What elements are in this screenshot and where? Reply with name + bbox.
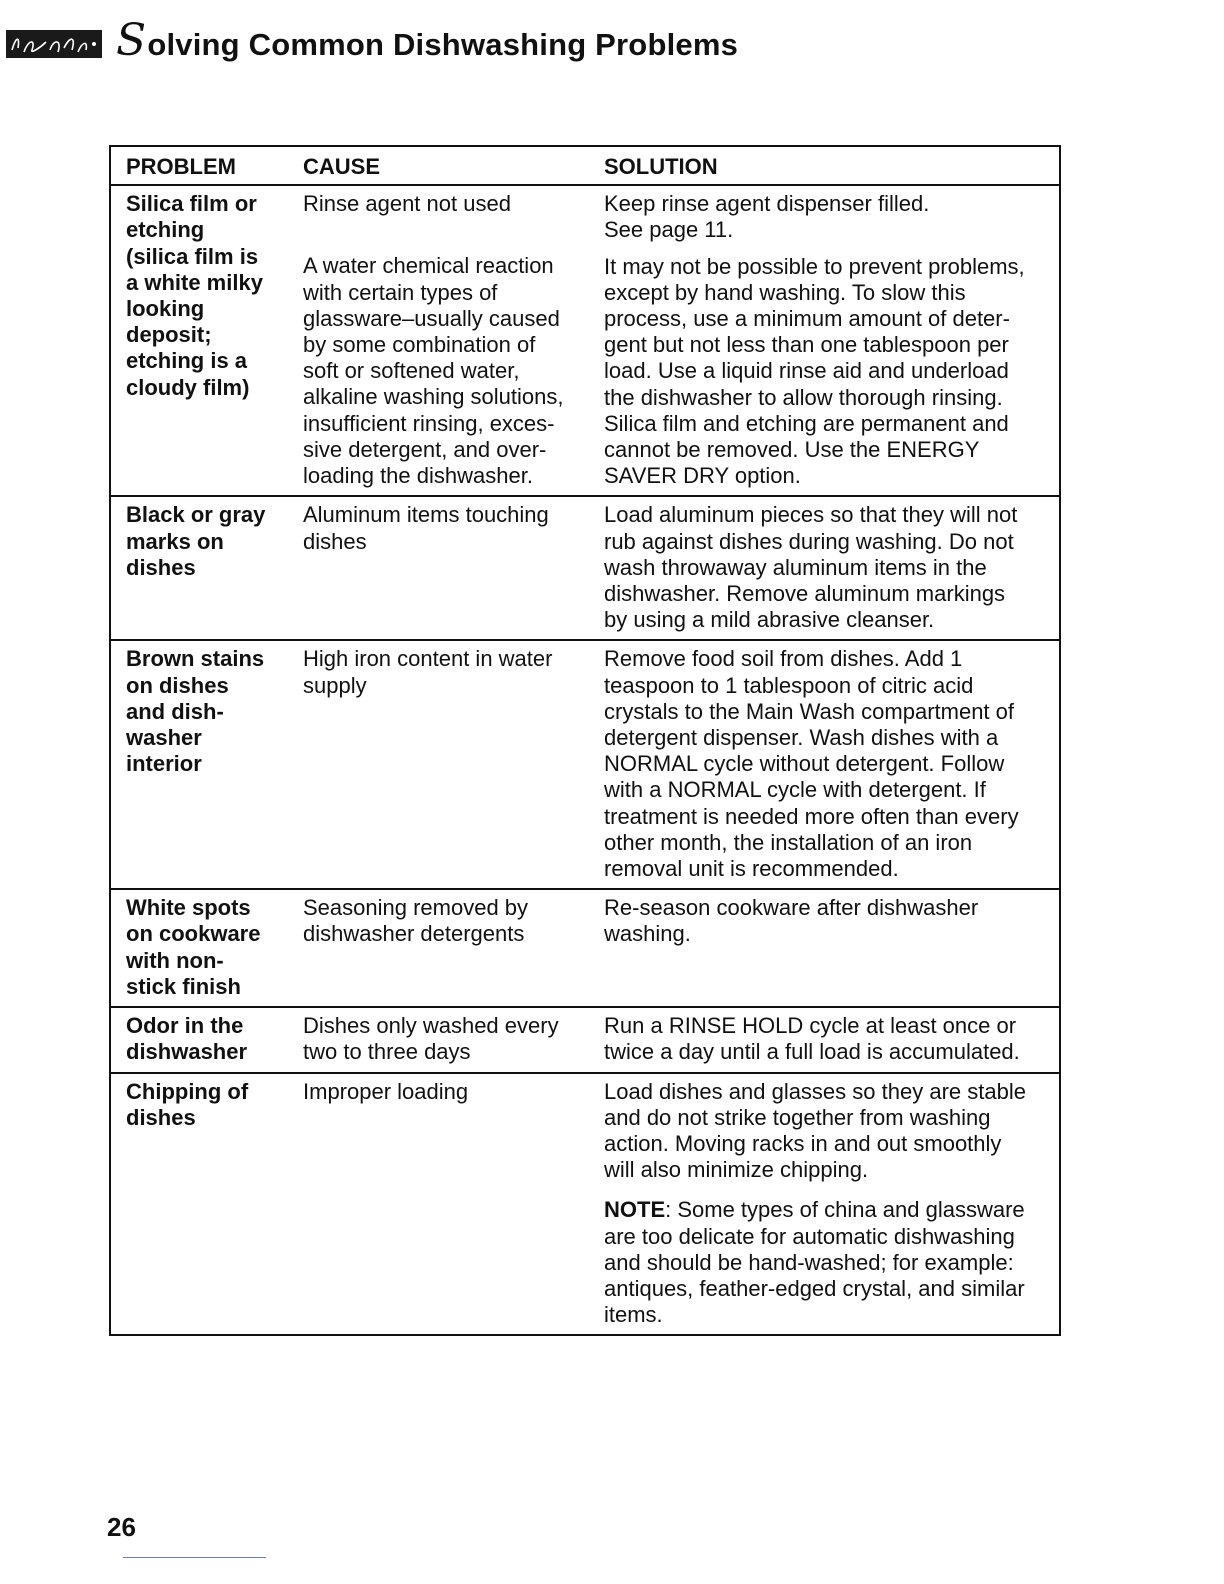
text-line: cloudy film) bbox=[126, 374, 250, 400]
text-line: deposit; bbox=[126, 322, 212, 348]
text-line: except by hand washing. To slow this bbox=[604, 279, 966, 305]
text-line: dishes bbox=[303, 528, 367, 554]
text-line: Load dishes and glasses so they are stable bbox=[604, 1078, 1026, 1104]
text-line: dishes bbox=[126, 1104, 196, 1130]
table-row bbox=[111, 495, 1059, 639]
table-row bbox=[111, 639, 1059, 888]
problem-cell bbox=[111, 497, 288, 639]
text-line: rub against dishes during washing. Do not bbox=[604, 528, 1014, 554]
text-line: process, use a minimum amount of deter- bbox=[604, 306, 1010, 332]
text-line: load. Use a liquid rinse aid and underload bbox=[604, 358, 1009, 384]
text-line: with non- bbox=[126, 947, 224, 973]
cause-cell bbox=[288, 186, 589, 495]
text-line: a white milky bbox=[126, 269, 263, 295]
text-line: marks on bbox=[126, 528, 224, 554]
page-title bbox=[116, 16, 738, 70]
text-line: on dishes bbox=[126, 672, 229, 698]
table-row bbox=[111, 888, 1059, 1006]
text-line: etching bbox=[126, 217, 205, 243]
text-line: glassware–usually caused bbox=[303, 305, 560, 331]
title-initial: S bbox=[116, 15, 147, 66]
text-line: the dishwasher to allow thorough rinsing. bbox=[604, 384, 1003, 410]
table-row bbox=[111, 1006, 1059, 1071]
text-line: supply bbox=[303, 672, 367, 698]
text-line: stick finish bbox=[126, 973, 241, 999]
text-line: soft or softened water, bbox=[303, 358, 520, 384]
solution-cell bbox=[589, 890, 1059, 1006]
text-line: Keep rinse agent dispenser filled. bbox=[604, 191, 930, 217]
footer-rule bbox=[123, 1557, 266, 1558]
problem-cell bbox=[111, 890, 288, 1006]
table-row bbox=[111, 184, 1059, 495]
text-line: antiques, feather-edged crystal, and similar bbox=[604, 1275, 1025, 1301]
text-line: Remove food soil from dishes. Add 1 bbox=[604, 646, 963, 672]
cause-cell bbox=[288, 641, 589, 888]
text-line: gent but not less than one tablespoon per bbox=[604, 332, 1009, 358]
text-line: removal unit is recommended. bbox=[604, 856, 899, 882]
text-line: Black or gray bbox=[126, 502, 266, 528]
text-line: interior bbox=[126, 751, 202, 777]
text-line: items. bbox=[604, 1302, 663, 1328]
text-line: twice a day until a full load is accumulated. bbox=[604, 1039, 1020, 1065]
text-line: Odor in the bbox=[126, 1013, 244, 1039]
text-line: High iron content in water bbox=[303, 646, 553, 672]
note-label: NOTE bbox=[604, 1197, 666, 1223]
text-line: : Some types of china and glassware bbox=[665, 1197, 1025, 1223]
decorative-logo-icon bbox=[6, 30, 102, 58]
text-line: teaspoon to 1 tablespoon of citric acid bbox=[604, 672, 974, 698]
column-header-solution: SOLUTION bbox=[604, 154, 718, 179]
table-header-row bbox=[111, 147, 1059, 184]
solution-cell bbox=[589, 641, 1059, 888]
text-line: Silica film or bbox=[126, 191, 257, 217]
text-line: Aluminum items touching bbox=[303, 502, 549, 528]
text-line: etching is a bbox=[126, 348, 248, 374]
troubleshooting-table bbox=[109, 145, 1061, 1336]
text-line: SAVER DRY option. bbox=[604, 463, 801, 489]
problem-cell bbox=[111, 1008, 288, 1071]
solution-cell bbox=[589, 186, 1059, 495]
text-line: will also minimize chipping. bbox=[604, 1157, 869, 1183]
text-line: and should be hand-washed; for example: bbox=[604, 1249, 1014, 1275]
text-line: insufficient rinsing, exces- bbox=[303, 410, 555, 436]
cause-cell bbox=[288, 890, 589, 1006]
text-line: Load aluminum pieces so that they will not bbox=[604, 502, 1018, 528]
text-line: and dish- bbox=[126, 698, 224, 724]
text-line: See page 11. bbox=[604, 217, 734, 243]
table-row bbox=[111, 1072, 1059, 1335]
solution-cell bbox=[589, 1008, 1059, 1071]
text-line: dishwasher detergents bbox=[303, 921, 525, 947]
text-line: alkaline washing solutions, bbox=[303, 384, 564, 410]
text-line: Chipping of bbox=[126, 1078, 249, 1104]
text-line: action. Moving racks in and out smoothly bbox=[604, 1130, 1002, 1156]
cause-cell bbox=[288, 1008, 589, 1071]
text-line: with certain types of bbox=[303, 279, 498, 305]
text-line: sive detergent, and over- bbox=[303, 436, 547, 462]
text-line: Brown stains bbox=[126, 646, 265, 672]
cause-cell bbox=[288, 497, 589, 639]
text-line: Dishes only washed every bbox=[303, 1013, 559, 1039]
solution-cell bbox=[589, 497, 1059, 639]
page-header bbox=[6, 15, 739, 70]
text-line: (silica film is bbox=[126, 243, 259, 269]
text-line: washing. bbox=[604, 921, 691, 947]
text-line: two to three days bbox=[303, 1039, 471, 1065]
problem-cell bbox=[111, 641, 288, 888]
text-line: dishwasher bbox=[126, 1039, 248, 1065]
text-line: wash throwaway aluminum items in the bbox=[604, 554, 987, 580]
text-line: Improper loading bbox=[303, 1078, 469, 1104]
text-line: treatment is needed more often than every bbox=[604, 803, 1019, 829]
text-line: Silica film and etching are permanent and bbox=[604, 410, 1009, 436]
text-line: A water chemical reaction bbox=[303, 253, 554, 279]
text-line: with a NORMAL cycle with detergent. If bbox=[604, 777, 986, 803]
text-line: crystals to the Main Wash compartment of bbox=[604, 698, 1014, 724]
title-text: olving Common Dishwashing Problems bbox=[147, 27, 739, 62]
text-line: It may not be possible to prevent problems, bbox=[604, 253, 1025, 279]
column-header-cause: CAUSE bbox=[303, 154, 381, 179]
text-line: and do not strike together from washing bbox=[604, 1104, 991, 1130]
page-number: 26 bbox=[107, 1512, 136, 1542]
text-line: White spots bbox=[126, 895, 251, 921]
text-line: other month, the installation of an iron bbox=[604, 829, 973, 855]
text-line: on cookware bbox=[126, 921, 261, 947]
text-line: NORMAL cycle without detergent. Follow bbox=[604, 751, 1005, 777]
problem-cell bbox=[111, 1074, 288, 1335]
text-line: dishes bbox=[126, 554, 196, 580]
text-line: Re-season cookware after dishwasher bbox=[604, 895, 979, 921]
problem-cell bbox=[111, 186, 288, 495]
text-line: Run a RINSE HOLD cycle at least once or bbox=[604, 1013, 1017, 1039]
text-line: dishwasher. Remove aluminum markings bbox=[604, 581, 1006, 607]
solution-cell bbox=[589, 1074, 1059, 1335]
note-line bbox=[604, 1197, 1049, 1223]
text-line: by some combination of bbox=[303, 332, 536, 358]
text-line: washer bbox=[126, 725, 202, 751]
text-line: Rinse agent not used bbox=[303, 191, 511, 217]
text-line: cannot be removed. Use the ENERGY bbox=[604, 437, 980, 463]
text-line: loading the dishwasher. bbox=[303, 463, 533, 489]
cause-cell bbox=[288, 1074, 589, 1335]
text-line: are too delicate for automatic dishwashing bbox=[604, 1223, 1015, 1249]
text-line: Seasoning removed by bbox=[303, 895, 529, 921]
column-header-problem: PROBLEM bbox=[126, 154, 236, 179]
text-line: detergent dispenser. Wash dishes with a bbox=[604, 725, 999, 751]
text-line: looking bbox=[126, 296, 205, 322]
text-line: by using a mild abrasive cleanser. bbox=[604, 607, 935, 633]
